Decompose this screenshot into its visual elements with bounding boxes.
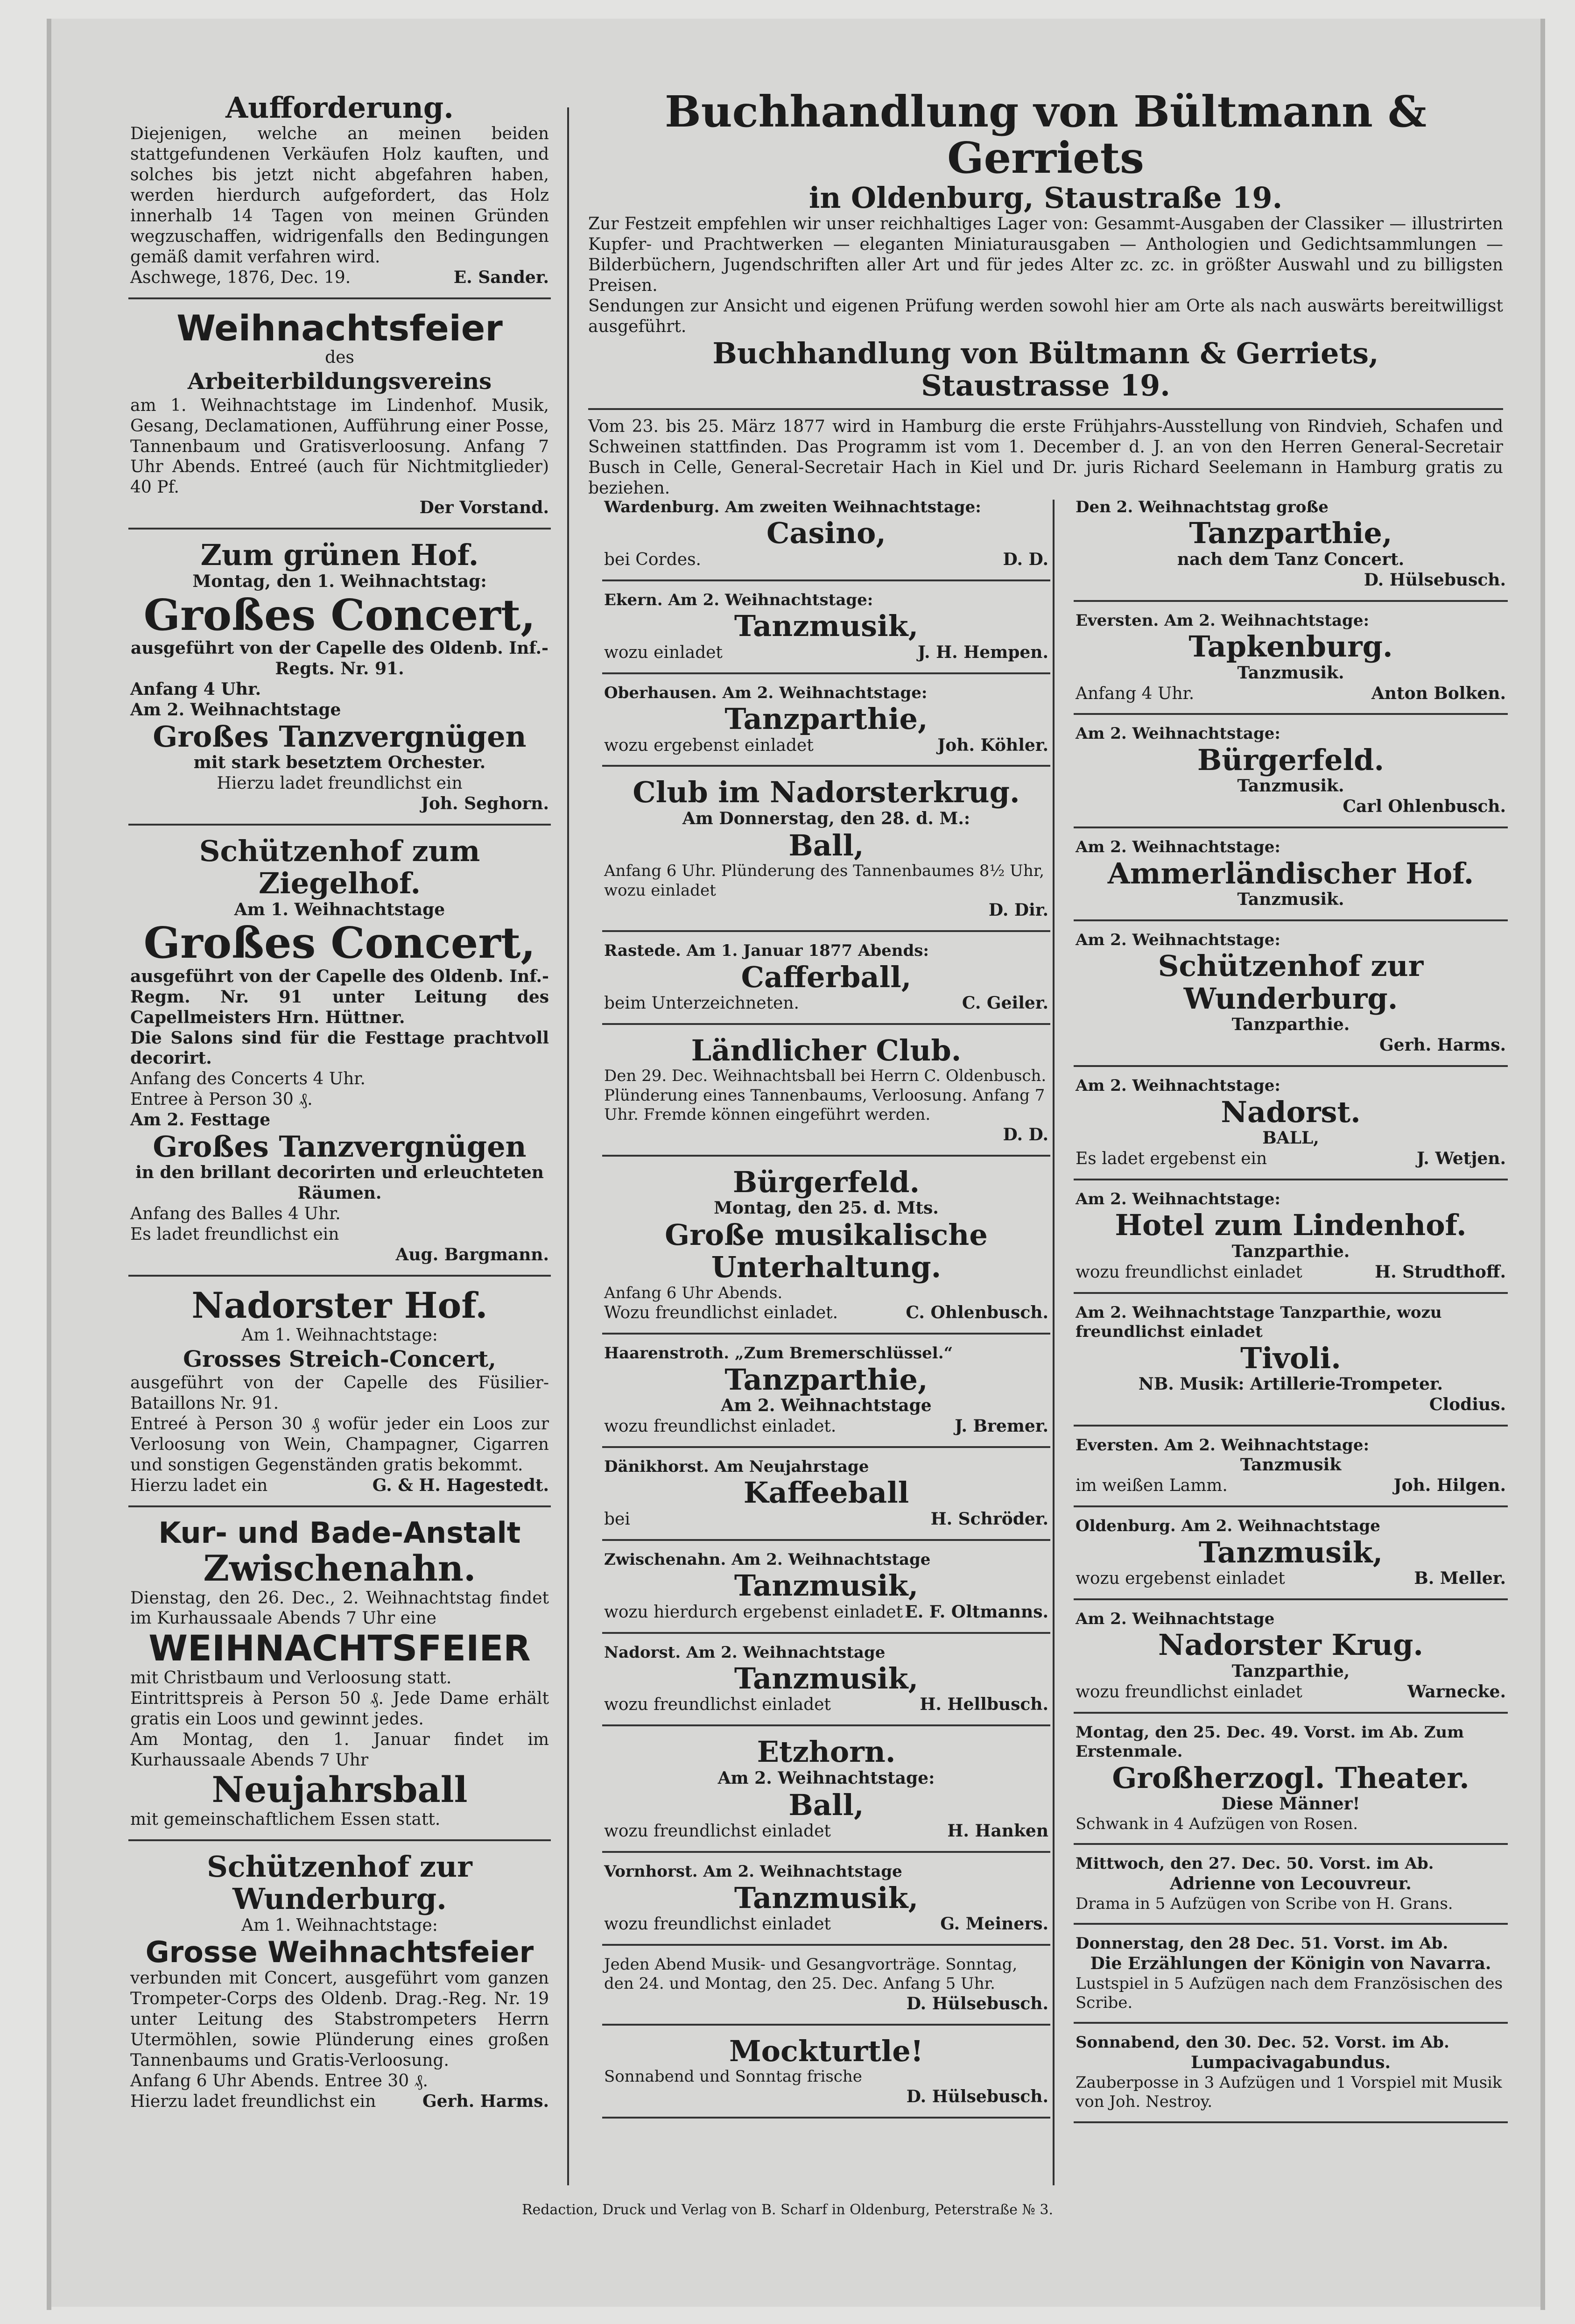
ad-title: Tanzparthie, bbox=[724, 1362, 928, 1397]
ad-text: Montag, den 1. Weihnachtstag: bbox=[192, 571, 487, 591]
ad-header: Dänikhorst. Am Neujahrstage bbox=[604, 1457, 869, 1476]
ad-text: Am 2. Weihnachtstage: bbox=[717, 1768, 935, 1788]
ad-title: Hotel zum Lindenhof. bbox=[1115, 1208, 1467, 1243]
classified-ad bbox=[602, 1952, 1050, 2017]
ad-signature-row bbox=[604, 1509, 1048, 1530]
rule bbox=[1074, 713, 1508, 715]
ad-text: Lustspiel in 5 Aufzügen nach dem Französischen des Scribe. bbox=[1076, 1974, 1503, 2012]
rule bbox=[602, 579, 1050, 581]
classified-ad bbox=[602, 1547, 1050, 1625]
ad-title: Cafferball, bbox=[741, 960, 912, 994]
rule bbox=[1074, 919, 1508, 921]
ad-gruener-hof bbox=[128, 536, 551, 817]
ad-headline: Großes Concert, bbox=[143, 918, 536, 968]
classified-ad bbox=[602, 1455, 1050, 1533]
ad-text: Tanzparthie. bbox=[1231, 1241, 1350, 1261]
ad-subtitle: in Oldenburg, Staustraße 19. bbox=[809, 180, 1283, 215]
ad-signature-row bbox=[1076, 1262, 1506, 1283]
ad-header: Wardenburg. Am zweiten Weihnachtstage: bbox=[604, 498, 981, 516]
ad-signature: Warnecke. bbox=[1407, 1681, 1506, 1702]
ad-title: Tanzmusik, bbox=[734, 1568, 919, 1603]
ad-signature: Gerh. Harms. bbox=[1379, 1035, 1506, 1055]
classified-ad bbox=[602, 1031, 1050, 1148]
ad-text: Den 29. Dec. Weihnachtsball bei Herrn C. Oldenbusch. Plünderung eines Tannenbaums, Verloosung. Anfang 7 Uhr. Fremde können eingeführt werden. bbox=[604, 1067, 1047, 1124]
classified-ad bbox=[1074, 928, 1508, 1059]
ad-headline: Große musikalische Unterhaltung. bbox=[665, 1217, 988, 1285]
ad-invite: im weißen Lamm. bbox=[1076, 1476, 1228, 1496]
rule bbox=[1074, 1292, 1508, 1294]
classified-ad bbox=[1074, 835, 1508, 913]
ad-title: Mockturtle! bbox=[729, 2034, 923, 2068]
ad-signature: Gerh. Harms. bbox=[422, 2091, 549, 2111]
rule bbox=[602, 1539, 1050, 1541]
rule bbox=[602, 1446, 1050, 1448]
ad-signature: Aug. Bargmann. bbox=[395, 1245, 549, 1265]
rule bbox=[602, 1944, 1050, 1946]
ad-text: Eintrittspreis à Person 50 ₰. Jede Dame erhält gratis ein Loos und gewinnt jedes. bbox=[130, 1688, 549, 1729]
ad-signature-row bbox=[604, 550, 1048, 570]
ad-headline: Großes Tanzvergnügen bbox=[153, 1130, 527, 1164]
ad-header: Am 2. Weihnachtstage Tanzparthie, wozu freundlichst einladet bbox=[1076, 1303, 1442, 1342]
ad-title: Aufforderung. bbox=[225, 91, 454, 125]
ad-invite: Wozu freundlichst einladet. bbox=[604, 1303, 838, 1323]
ad-text: Jeden Abend Musik- und Gesangvorträge. Sonntag, den 24. und Montag, den 25. Dec. Anfang 5 Uhr. bbox=[604, 1955, 1018, 1993]
rule bbox=[602, 930, 1050, 932]
classified-ad bbox=[602, 495, 1050, 573]
rule bbox=[1074, 1923, 1508, 1925]
ad-text: Zauberposse in 3 Aufzügen und 1 Vorspiel mit Musik von Joh. Nestroy. bbox=[1076, 2073, 1502, 2112]
ad-text: Die Salons sind für die Festtage prachtvoll decorirt. bbox=[130, 1028, 549, 1068]
ad-invite: Es ladet ergebenst ein bbox=[1076, 1149, 1267, 1168]
ad-title: Großherzogl. Theater. bbox=[1112, 1760, 1470, 1795]
ad-signature-row bbox=[604, 1602, 1048, 1623]
ad-text: ausgeführt von der Capelle des Oldenb. Inf.-Regts. Nr. 91. bbox=[131, 638, 548, 678]
ad-signature-row bbox=[604, 1303, 1048, 1323]
ad-header: Sonnabend, den 30. Dec. 52. Vorst. im Ab. bbox=[1076, 2033, 1449, 2052]
rule bbox=[1074, 1179, 1508, 1180]
ad-signature-row bbox=[1076, 1476, 1506, 1496]
ad-title: Nadorster Hof. bbox=[191, 1285, 488, 1327]
ad-text: Entreé à Person 30 ₰ wofür jeder ein Loos zur Verloosung von Wein, Champagner, Cigarren und sonstigen Gegenständen gratis bekommt. bbox=[130, 1414, 549, 1475]
right-column bbox=[1074, 495, 1508, 2130]
ad-header: Montag, den 25. Dec. 49. Vorst. im Ab. Zum Erstenmale. bbox=[1076, 1723, 1464, 1761]
ad-title: Casino, bbox=[766, 516, 886, 551]
rule bbox=[602, 2024, 1050, 2026]
ad-signature-row bbox=[604, 900, 1048, 921]
ad-title: Bürgerfeld. bbox=[1197, 742, 1385, 777]
rule bbox=[1074, 600, 1508, 602]
ad-signature-row bbox=[1076, 1149, 1506, 1169]
classified-ad bbox=[1074, 1074, 1508, 1172]
ad-signature-row bbox=[1076, 1682, 1506, 1702]
ad-signature: H. Hanken bbox=[947, 1821, 1048, 1841]
classified-ad bbox=[602, 681, 1050, 759]
ad-text: Anfang 6 Uhr. Plünderung des Tannenbaumes 8½ Uhr, wozu einladet bbox=[604, 862, 1045, 900]
ad-headline: Grosses Streich-Concert, bbox=[183, 1346, 496, 1372]
ad-text: BALL, bbox=[1262, 1128, 1319, 1148]
ad-text: nach dem Tanz Concert. bbox=[1177, 549, 1405, 569]
ad-body: Zur Festzeit empfehlen wir unser reichhaltiges Lager von: Gesammt-Ausgaben der Classiker — illustrirten Kupfer- und Prachtwerken — eleganten Miniaturausgaben — Anthologien und Gedichtsammlungen — Bilderbüchern, Jugendschriften aller Art und für jedes Alter zc. zc. in größter Auswahl und zu billigsten Preisen. bbox=[588, 214, 1503, 295]
classified-ad bbox=[1074, 1851, 1508, 1916]
ad-text: Tanzparthie, bbox=[1231, 1661, 1350, 1681]
ad-signature-row bbox=[604, 643, 1048, 663]
ad-title: Buchhandlung von Bültmann & Gerriets bbox=[664, 86, 1427, 184]
ad-header: Mittwoch, den 27. Dec. 50. Vorst. im Ab. bbox=[1076, 1854, 1434, 1873]
ad-signature-row bbox=[604, 993, 1048, 1014]
ad-invite: wozu ergebenst einladet bbox=[1076, 1568, 1285, 1588]
ad-text: Tanzmusik. bbox=[1237, 776, 1344, 796]
ad-headline: Großes Concert, bbox=[143, 589, 536, 640]
ad-header: Am 2. Weihnachtstage: bbox=[1076, 930, 1280, 949]
ad-signature-row bbox=[604, 1914, 1048, 1935]
ad-signature: E. Sander. bbox=[453, 267, 549, 287]
ad-text: Lumpacivagabundus. bbox=[1190, 2052, 1391, 2072]
ad-text: Am 1. Weihnachtstage: bbox=[241, 1325, 438, 1345]
ad-invite: wozu freundlichst einladet bbox=[604, 1695, 831, 1715]
classified-ad bbox=[602, 1640, 1050, 1718]
ad-text: mit Christbaum und Verloosung statt. bbox=[130, 1668, 452, 1688]
ad-headline: Neujahrsball bbox=[211, 1769, 468, 1811]
ad-text: Hierzu ladet freundlichst ein bbox=[217, 773, 463, 793]
ad-header: Vornhorst. Am 2. Weihnachtstage bbox=[604, 1862, 902, 1881]
rule bbox=[602, 1851, 1050, 1853]
ad-text: ausgeführt von der Capelle des Oldenb. Inf.-Regm. Nr. 91 unter Leitung des Capellmeisters Hrn. Hüttner. bbox=[130, 966, 549, 1027]
rule bbox=[128, 824, 551, 826]
ad-invite: wozu freundlichst einladet bbox=[1076, 1682, 1302, 1702]
ad-subtitle: Arbeiterbildungsvereins bbox=[187, 368, 492, 395]
ad-signature: C. Geiler. bbox=[962, 993, 1048, 1013]
ad-title: Schützenhof zur Wunderburg. bbox=[1158, 949, 1424, 1016]
ad-signature-row bbox=[604, 1416, 1048, 1437]
ad-header: Oldenburg. Am 2. Weihnachtstage bbox=[1076, 1517, 1380, 1536]
ad-signature: Anton Bolken. bbox=[1371, 683, 1506, 703]
ad-ziegelhof bbox=[128, 832, 551, 1268]
classified-ad bbox=[1074, 608, 1508, 707]
ad-text: Schwank in 4 Aufzügen von Rosen. bbox=[1076, 1814, 1358, 1833]
ad-signature-row bbox=[604, 1695, 1048, 1715]
ad-signature-row bbox=[1076, 797, 1506, 817]
ad-title: Weihnachtsfeier bbox=[176, 307, 503, 349]
rule bbox=[602, 1632, 1050, 1634]
classified-ad bbox=[1074, 495, 1508, 593]
ad-text: Am Montag, den 1. Januar findet im Kurhaussaale Abends 7 Uhr bbox=[130, 1730, 549, 1770]
ad-nadorster-hof bbox=[128, 1283, 551, 1498]
notice-body: Vom 23. bis 25. März 1877 wird in Hamburg die erste Frühjahrs-Ausstellung von Rindvieh, Schafen und Schweinen stattfinden. Das Programm ist vom 1. December d. J. an von den Herren General-Secretair Busch in Celle, General-Secretair Hach in Kiel und Dr. juris Richard Seelemann in Hamburg gratis zu beziehen. bbox=[588, 417, 1503, 498]
classified-ad bbox=[1074, 1607, 1508, 1705]
ad-signature: D. Dir. bbox=[988, 900, 1048, 920]
ad-invite: wozu freundlichst einladet bbox=[604, 1822, 831, 1841]
ad-title: Tanzmusik, bbox=[734, 1880, 919, 1915]
ad-signature-row bbox=[604, 1994, 1048, 2014]
ad-text: ausgeführt von der Capelle des Füsilier-Bataillons Nr. 91. bbox=[130, 1373, 549, 1413]
ad-header: Am 2. Weihnachtstage: bbox=[1076, 1076, 1280, 1095]
ad-title: Zum grünen Hof. bbox=[200, 538, 479, 572]
ad-text: Am 2. Weihnachtstage bbox=[721, 1396, 932, 1416]
column-rule bbox=[1053, 500, 1055, 2185]
ad-text: Hierzu ladet freundlichst ein bbox=[130, 2091, 376, 2111]
ad-headline: Staustrasse 19. bbox=[921, 368, 1170, 403]
classified-ad bbox=[602, 1341, 1050, 1440]
ad-text: Die Erzählungen der Königin von Navarra. bbox=[1090, 1953, 1491, 1973]
ad-signature: J. Wetjen. bbox=[1417, 1148, 1506, 1168]
page-edge bbox=[1540, 19, 1545, 2310]
ad-header: Eversten. Am 2. Weihnachtstage: bbox=[1076, 1435, 1369, 1455]
ad-header: Den 2. Weihnachtstag große bbox=[1076, 498, 1329, 516]
ad-title: Schützenhof zur Wunderburg. bbox=[207, 1849, 472, 1916]
rule bbox=[602, 1333, 1050, 1335]
ad-text: Diese Männer! bbox=[1221, 1794, 1360, 1814]
rule bbox=[1074, 1065, 1508, 1067]
ad-text: Tanzmusik bbox=[1240, 1455, 1342, 1475]
ad-body: am 1. Weihnachtstage im Lindenhof. Musik, Gesang, Declamationen, Aufführung einer Posse, Tannenbaum und Gratisverloosung. Anfang 7 Uhr Abends. Entreé (auch für Nichtmitglieder) 40 Pf. bbox=[130, 396, 549, 497]
ad-header: Rastede. Am 1. Januar 1877 Abends: bbox=[604, 941, 929, 961]
rule bbox=[128, 1839, 551, 1841]
ad-title: Tanzmusik, bbox=[1198, 1535, 1383, 1569]
ad-text: NB. Musik: Artillerie-Trompeter. bbox=[1138, 1374, 1443, 1394]
ad-text: Montag, den 25. d. Mts. bbox=[714, 1198, 939, 1218]
ad-text: Es ladet freundlichst ein bbox=[130, 1225, 339, 1244]
ad-invite: wozu freundlichst einladet bbox=[604, 1914, 831, 1934]
ad-title: Etzhorn. bbox=[757, 1735, 896, 1769]
ad-invite: beim Unterzeichneten. bbox=[604, 993, 799, 1013]
classified-ad bbox=[602, 773, 1050, 924]
ad-text: Anfang 4 Uhr. bbox=[130, 679, 261, 699]
ad-title: Bürgerfeld. bbox=[732, 1165, 920, 1199]
ad-signature-row bbox=[1076, 1395, 1506, 1415]
ad-header: Zwischenahn. Am 2. Weihnachtstage bbox=[604, 1550, 931, 1569]
ad-title: Zwischenahn. bbox=[203, 1547, 476, 1589]
ad-text: Drama in 5 Aufzügen von Scribe von H. Grans. bbox=[1076, 1894, 1453, 1913]
ad-text: des bbox=[325, 348, 354, 367]
rule bbox=[1074, 826, 1508, 828]
ad-title: Tanzparthie, bbox=[1189, 516, 1392, 551]
ad-signature: J. H. Hempen. bbox=[917, 642, 1048, 662]
ad-signature: G. & H. Hagestedt. bbox=[372, 1475, 549, 1495]
ad-text: Adrienne von Lecouvreur. bbox=[1170, 1873, 1412, 1893]
ad-header: Am 2. Weihnachtstage: bbox=[1076, 838, 1280, 857]
classified-ad bbox=[1074, 2030, 1508, 2114]
ad-text: Tanzmusik. bbox=[1237, 890, 1344, 910]
ad-headline: Buchhandlung von Bültmann & Gerriets, bbox=[712, 336, 1379, 370]
ad-signature-row bbox=[1076, 1568, 1506, 1589]
classified-ad bbox=[1074, 1720, 1508, 1837]
ad-invite: wozu einladet bbox=[604, 643, 723, 662]
ad-title: Nadorster Krug. bbox=[1158, 1628, 1424, 1662]
ad-text: Am 1. Weihnachtstage: bbox=[241, 1915, 438, 1935]
ad-signature: Joh. Seghorn. bbox=[421, 793, 549, 813]
ad-wunderburg bbox=[128, 1848, 551, 2115]
ad-header: Am 2. Weihnachtstage: bbox=[1076, 724, 1280, 743]
rule bbox=[602, 2117, 1050, 2119]
ad-header: Donnerstag, den 28 Dec. 51. Vorst. im Ab. bbox=[1076, 1934, 1448, 1953]
ad-signature-row bbox=[604, 1125, 1048, 1145]
classified-ad bbox=[602, 1859, 1050, 1937]
ad-invite: wozu ergebenst einladet bbox=[604, 735, 814, 755]
ad-text: in den brillant decorirten und erleuchteten Räumen. bbox=[135, 1163, 544, 1203]
rule bbox=[1074, 1505, 1508, 1507]
ad-signature: D. Hülsebusch. bbox=[1364, 570, 1506, 590]
classified-ad bbox=[602, 1163, 1050, 1327]
rule bbox=[602, 1724, 1050, 1726]
ad-text: Am 2. Festtage bbox=[130, 1110, 271, 1130]
ad-signature: D. Hülsebusch. bbox=[906, 2086, 1048, 2106]
ad-text: Tanzparthie. bbox=[1231, 1015, 1350, 1035]
ad-headline: WEIHNACHTSFEIER bbox=[148, 1627, 531, 1669]
ad-aufforderung bbox=[128, 89, 551, 291]
left-column bbox=[128, 89, 551, 2115]
ad-text: Hierzu ladet ein bbox=[130, 1476, 268, 1495]
ad-weihnachtsfeier bbox=[128, 306, 551, 521]
ad-invite: Anfang 4 Uhr. bbox=[1076, 684, 1195, 703]
ad-invite: wozu freundlichst einladet. bbox=[604, 1417, 837, 1436]
ad-title: Club im Nadorsterkrug. bbox=[633, 775, 1020, 810]
ad-signature-row bbox=[604, 1821, 1048, 1842]
ad-invite: bei bbox=[604, 1509, 630, 1529]
classified-ad bbox=[1074, 1433, 1508, 1499]
ad-signature: E. F. Oltmanns. bbox=[905, 1602, 1048, 1622]
classified-ad bbox=[602, 939, 1050, 1017]
ad-title: Kur- und Bade-Anstalt bbox=[158, 1515, 521, 1550]
classified-ad bbox=[602, 1733, 1050, 1844]
ad-signature: Der Vorstand. bbox=[419, 498, 549, 518]
column-rule bbox=[567, 107, 569, 2185]
ad-header: Ekern. Am 2. Weihnachtstage: bbox=[604, 590, 873, 609]
ad-title: Kaffeeball bbox=[743, 1476, 909, 1510]
ad-text: Entree à Person 30 ₰. bbox=[130, 1090, 313, 1109]
classified-ad bbox=[1074, 1187, 1508, 1286]
ad-title: Schützenhof zum Ziegelhof. bbox=[199, 834, 480, 901]
rule bbox=[1074, 2022, 1508, 2024]
ad-signature: J. Bremer. bbox=[955, 1416, 1048, 1436]
classified-ad bbox=[1074, 1514, 1508, 1592]
ad-title: Tanzmusik, bbox=[734, 1661, 919, 1696]
ad-header: Oberhausen. Am 2. Weihnachtstage: bbox=[604, 683, 928, 702]
rule bbox=[602, 1023, 1050, 1025]
ad-title: Tapkenburg. bbox=[1188, 629, 1393, 664]
ad-text: Anfang des Balles 4 Uhr. bbox=[130, 1204, 341, 1224]
ad-signature-row bbox=[1076, 570, 1506, 591]
rule bbox=[1074, 2121, 1508, 2123]
rule bbox=[1074, 1712, 1508, 1714]
ad-header: Am 2. Weihnachtstage: bbox=[1076, 1189, 1280, 1208]
ad-date: Aschwege, 1876, Dec. 19. bbox=[130, 268, 351, 287]
ad-headline: Ball, bbox=[788, 1787, 864, 1822]
ad-signature: D. D. bbox=[1003, 549, 1048, 569]
rule bbox=[1074, 1843, 1508, 1845]
rule bbox=[602, 765, 1050, 767]
page-edge bbox=[47, 19, 51, 2310]
ad-signature: H. Strudthoff. bbox=[1375, 1262, 1506, 1282]
rule bbox=[1074, 1598, 1508, 1600]
ad-text: Am 2. Weihnachtstage bbox=[130, 699, 341, 720]
classified-ad bbox=[602, 588, 1050, 666]
ad-text: Tanzmusik. bbox=[1237, 663, 1344, 683]
ad-text: Anfang 6 Uhr Abends. Entree 30 ₰. bbox=[130, 2071, 428, 2091]
ad-signature: Clodius. bbox=[1429, 1394, 1506, 1414]
ad-title: Ländlicher Club. bbox=[691, 1033, 962, 1067]
rule bbox=[128, 1505, 551, 1507]
imprint-footer: Redaction, Druck und Verlag von B. Scharf in Oldenburg, Peterstraße № 3. bbox=[521, 2202, 1054, 2218]
rule bbox=[128, 297, 551, 299]
ad-text: mit gemeinschaftlichem Essen statt. bbox=[130, 1810, 441, 1830]
ad-header: Am 2. Weihnachtstage bbox=[1076, 1609, 1275, 1628]
ad-title: Ammerländischer Hof. bbox=[1107, 856, 1474, 890]
ad-headline: Großes Tanzvergnügen bbox=[153, 719, 527, 754]
ad-zwischenahn bbox=[128, 1514, 551, 1833]
classified-ad bbox=[1074, 1300, 1508, 1418]
ad-signature: Carl Ohlenbusch. bbox=[1343, 797, 1506, 817]
ad-signature: H. Schröder. bbox=[930, 1509, 1048, 1529]
rule bbox=[128, 1275, 551, 1277]
ad-title: Tivoli. bbox=[1240, 1341, 1341, 1375]
rule bbox=[1074, 1425, 1508, 1427]
ad-title: Tanzparthie, bbox=[724, 702, 928, 736]
ad-signature: D. Hülsebusch. bbox=[906, 1993, 1048, 2013]
middle-column bbox=[602, 495, 1050, 2125]
ad-signature: B. Meller. bbox=[1414, 1568, 1506, 1588]
rule bbox=[588, 408, 1503, 410]
ad-invite: bei Cordes. bbox=[604, 550, 702, 569]
ad-signature: Joh. Köhler. bbox=[937, 735, 1048, 755]
ad-header: Eversten. Am 2. Weihnachtstage: bbox=[1076, 611, 1369, 630]
classified-ad bbox=[602, 2032, 1050, 2110]
ad-header: Haarenstroth. „Zum Bremerschlüssel.“ bbox=[604, 1344, 953, 1363]
ad-signature: Joh. Hilgen. bbox=[1393, 1476, 1506, 1496]
ad-headline: Ball, bbox=[788, 828, 864, 862]
ad-signature-row bbox=[1076, 1035, 1506, 1056]
ad-text: Anfang 6 Uhr Abends. bbox=[604, 1283, 783, 1302]
ad-title: Nadorst. bbox=[1221, 1095, 1361, 1129]
ad-signature-row bbox=[604, 735, 1048, 756]
ad-invite: wozu freundlichst einladet bbox=[1076, 1262, 1302, 1282]
ad-text: Am Donnerstag, den 28. d. M.: bbox=[682, 808, 970, 828]
ad-signature: D. D. bbox=[1003, 1124, 1048, 1144]
ad-invite: wozu hierdurch ergebenst einladet bbox=[604, 1602, 903, 1622]
ad-text: mit stark besetztem Orchester. bbox=[193, 752, 486, 772]
ad-text: Anfang des Concerts 4 Uhr. bbox=[130, 1069, 366, 1089]
ad-headline: Grosse Weihnachtsfeier bbox=[145, 1935, 534, 1969]
ad-signature: G. Meiners. bbox=[940, 1914, 1048, 1934]
rule bbox=[602, 1155, 1050, 1157]
ad-text: verbunden mit Concert, ausgeführt vom ganzen Trompeter-Corps des Oldenb. Drag.-Reg. Nr. 19 unter Leitung des Stabstrompeters Herrn Utermöhlen, sowie Plünderung eines großen Tannenbaums und Gratis-Verloosung. bbox=[130, 1969, 549, 2070]
ad-body: Diejenigen, welche an meinen beiden stattgefundenen Verkäufen Holz kauften, und solches bis jetzt nicht abgefahren haben, werden hierdurch aufgefordert, das Holz innerhalb 14 Tagen von meinen Gründen wegzuschaffen, widrigenfalls den Bedingungen gemäß damit verfahren wird. bbox=[130, 124, 549, 267]
classified-ad bbox=[1074, 1931, 1508, 2015]
ad-text: Sonnabend und Sonntag frische bbox=[604, 2067, 862, 2086]
top-wide-column bbox=[588, 86, 1503, 499]
rule bbox=[602, 672, 1050, 674]
ad-title: Tanzmusik, bbox=[734, 609, 919, 643]
ad-text: Am 1. Weihnachtstage bbox=[234, 899, 445, 919]
ad-header: Nadorst. Am 2. Weihnachtstage bbox=[604, 1643, 886, 1662]
ad-signature-row bbox=[604, 2087, 1048, 2107]
ad-text: Dienstag, den 26. Dec., 2. Weihnachtstag findet im Kurhaussaale Abends 7 Uhr eine bbox=[130, 1588, 549, 1628]
classified-ad bbox=[1074, 721, 1508, 820]
ad-signature: C. Ohlenbusch. bbox=[906, 1303, 1048, 1323]
ad-signature: H. Hellbusch. bbox=[920, 1695, 1048, 1715]
ad-body: Sendungen zur Ansicht und eigenen Prüfung werden sowohl hier am Orte als nach auswärts bereitwilligst ausgeführt. bbox=[588, 296, 1503, 336]
ad-signature-row bbox=[1076, 684, 1506, 704]
rule bbox=[128, 528, 551, 530]
